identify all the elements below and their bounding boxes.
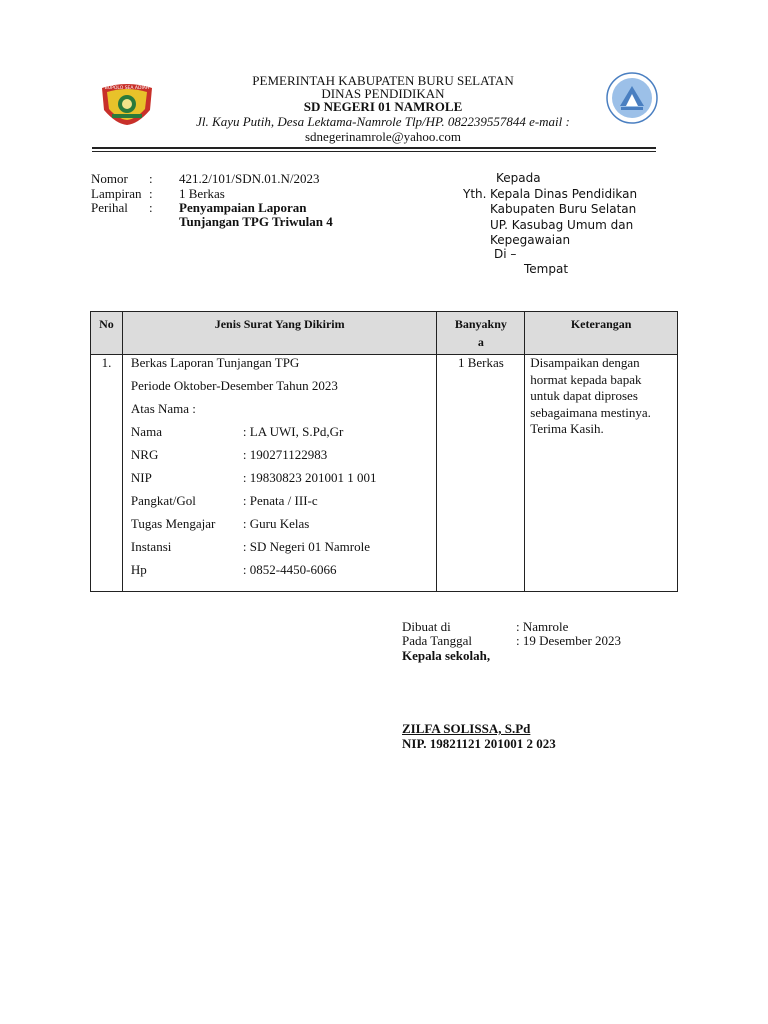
- cell-keterangan: Disampaikan dengan hormat kepada bapak untuk dapat diproses sebagaimana mestinya. Terima Kasih.: [525, 355, 678, 592]
- documents-table: [90, 311, 678, 592]
- emblem-banner-text: BUPOLO SEA ADIAH: [104, 86, 150, 91]
- field-tugas: Tugas Mengajar : Guru Kelas: [130, 516, 310, 531]
- field-nama: Nama : LA UWI, S.Pd,Gr: [130, 424, 344, 439]
- letterhead-divider-thick: [92, 147, 656, 149]
- letterhead-department: DINAS PENDIDIKAN: [321, 86, 445, 101]
- field-nrg: NRG : 190271122983: [130, 447, 328, 462]
- recipient-yth: Yth.: [463, 187, 487, 201]
- letterhead-email: sdnegerinamrole@yahoo.com: [304, 129, 461, 144]
- row-title-2: Periode Oktober-Desember Tahun 2023: [130, 378, 338, 393]
- cell-banyaknya: 1 Berkas: [437, 355, 525, 592]
- recipient-kepada: Kepada: [496, 171, 541, 185]
- cell-jenis-surat: [122, 355, 437, 592]
- recipient-line3: UP. Kasubag Umum dan: [490, 218, 634, 232]
- letterhead-government: PEMERINTAH KABUPATEN BURU SELATAN: [252, 73, 514, 88]
- recipient-line1: Kepala Dinas Pendidikan: [490, 187, 638, 201]
- row-title-1: Berkas Laporan Tunjangan TPG: [130, 355, 300, 370]
- recipient-tempat: Tempat: [524, 262, 569, 276]
- header-no: No: [91, 312, 123, 355]
- letterhead-divider-thin: [92, 151, 656, 152]
- field-pangkat: Pangkat/Gol : Penata / III-c: [130, 493, 318, 508]
- header-banyaknya: Banyakny a: [437, 312, 525, 355]
- recipient-line2: Kabupaten Buru Selatan: [490, 202, 637, 216]
- row-atas-nama: Atas Nama :: [130, 401, 196, 416]
- letterhead-school-name: SD NEGERI 01 NAMROLE: [303, 99, 463, 114]
- recipient-di: Di –: [494, 247, 517, 261]
- letterhead-address: Jl. Kayu Putih, Desa Lektama-Namrole Tlp/HP. 082239557844 e-mail :: [196, 114, 570, 129]
- table-header-row: [91, 312, 678, 355]
- table-row: [91, 355, 678, 592]
- header-jenis-surat: Jenis Surat Yang Dikirim: [122, 312, 437, 355]
- field-hp: Hp : 0852-4450-6066: [130, 562, 337, 577]
- field-nip: NIP : 19830823 201001 1 001: [130, 470, 377, 485]
- field-instansi: Instansi : SD Negeri 01 Namrole: [130, 539, 371, 554]
- cell-no: 1.: [91, 355, 123, 592]
- header-keterangan: Keterangan: [525, 312, 678, 355]
- recipient-line4: Kepegawaian: [490, 233, 571, 247]
